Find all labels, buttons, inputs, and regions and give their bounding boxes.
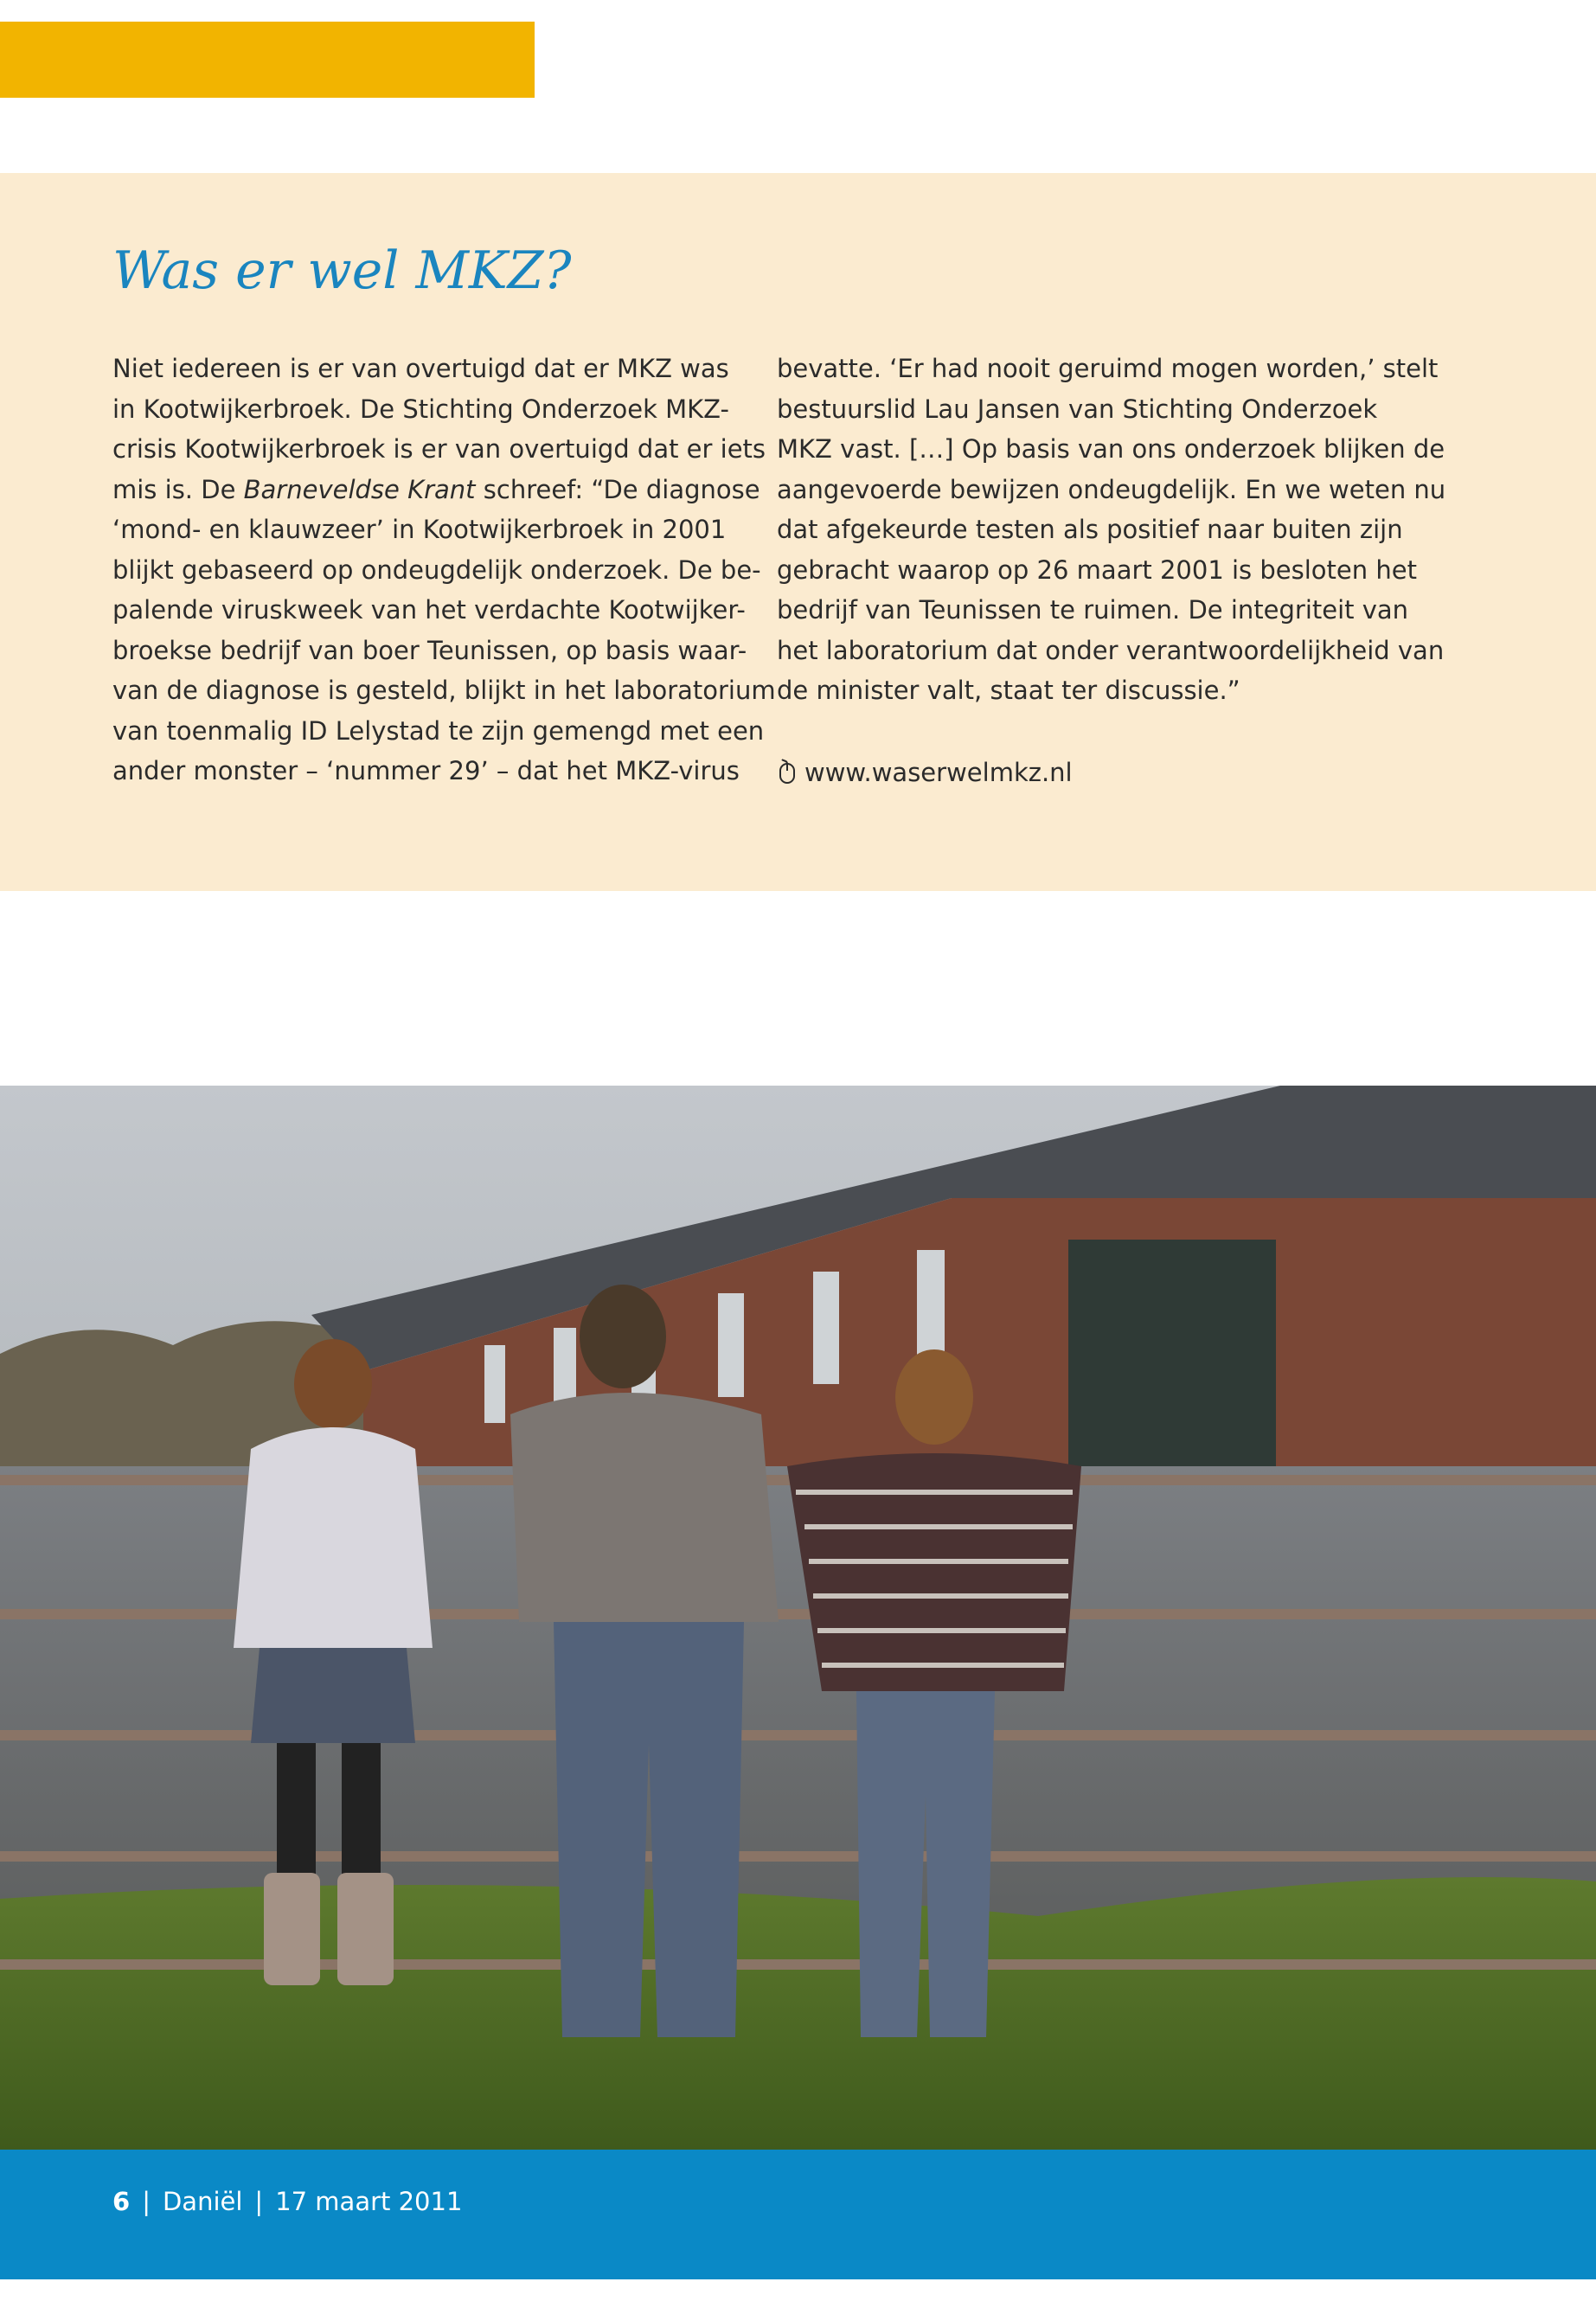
computer-mouse-icon: [777, 756, 798, 796]
text-fragment: mis is. De: [112, 474, 244, 504]
text-line: ‘mond- en klauwzeer’ in Kootwijkerbroek in 2001: [112, 515, 727, 544]
footer-info: [112, 2182, 462, 2221]
text-line: aangevoerde bewijzen ondeugdelijk. En we weten nu: [777, 474, 1446, 504]
text-line: gebracht waarop op 26 maart 2001 is besloten het: [777, 554, 1417, 585]
text-line: bedrijf van Teunissen te ruimen. De integriteit van: [777, 595, 1409, 625]
text-line: crisis Kootwijkerbroek is er van overtuigd dat er iets: [112, 434, 766, 464]
text-line: van de diagnose is gesteld, blijkt in het laboratorium: [112, 676, 776, 705]
text-line: de minister valt, staat ter discussie.”: [777, 676, 1240, 705]
text-line: Niet iedereen is er van overtuigd dat er MKZ was: [112, 354, 729, 383]
text-fragment: schreef: “De diagnose: [475, 474, 760, 504]
article-left-column: [112, 349, 776, 792]
text-line: bevatte. ‘Er had nooit geruimd mogen worden,’ stelt: [777, 354, 1439, 383]
text-line: dat afgekeurde testen als positief naar buiten zijn: [777, 515, 1403, 544]
page-number: 6: [112, 2187, 131, 2216]
family-at-farm-gate-photo: [0, 1086, 1596, 2150]
accent-bar: [0, 22, 535, 98]
article-right-column: [777, 349, 1446, 711]
text-line: [112, 470, 770, 510]
text-line: van toenmalig ID Lelystad te zijn gemengd met een: [112, 715, 765, 746]
text-line: palende viruskweek van het verdachte Kootwijker-: [112, 595, 746, 625]
text-line: MKZ vast. […] Op basis van ons onderzoek blijken de: [777, 434, 1445, 464]
footer-separator: |: [254, 2187, 264, 2216]
website-link[interactable]: [777, 753, 1073, 796]
footer-separator: |: [142, 2187, 151, 2216]
text-line: ander monster – ‘nummer 29’ – dat het MKZ-virus: [112, 756, 740, 785]
article-title: Was er wel MKZ?: [112, 240, 572, 301]
text-line: het laboratorium dat onder verantwoordelijkheid van: [777, 635, 1445, 665]
text-line: bestuurslid Lau Jansen van Stichting Onderzoek: [777, 394, 1378, 424]
publication-name: Daniël: [162, 2187, 243, 2216]
text-line: blijkt gebaseerd op ondeugdelijk onderzoek. De be-: [112, 554, 761, 585]
publication-date: 17 maart 2011: [275, 2187, 463, 2216]
website-link-text[interactable]: www.waserwelmkz.nl: [804, 758, 1073, 787]
newspaper-title: Barneveldse Krant: [243, 474, 476, 504]
text-line: in Kootwijkerbroek. De Stichting Onderzoek MKZ-: [112, 394, 729, 424]
text-line: broekse bedrijf van boer Teunissen, op basis waar-: [112, 635, 747, 665]
